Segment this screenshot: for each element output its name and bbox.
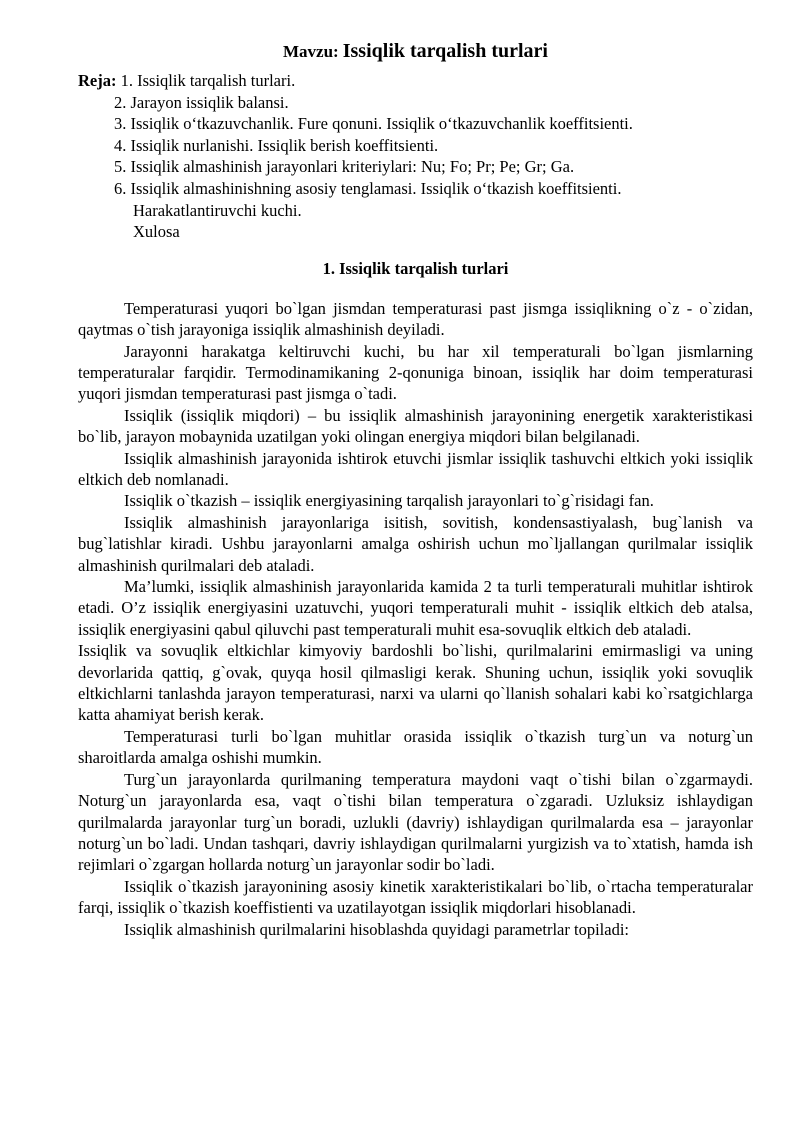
paragraph: Issiqlik almashinish qurilmalarini hisoblashda quyidagi parametrlar topiladi: xyxy=(124,919,629,939)
plan-list xyxy=(78,70,753,243)
paragraph: Issiqlik almashinish jarayonida ishtirok etuvchi jismlar issiqlik tashuvchi eltkich yoki issiqlik eltkich deb nomlanadi. xyxy=(78,448,753,489)
paragraph: Temperaturasi turli bo`lgan muhitlar orasida issiqlik o`tkazish turg`un va noturg`un sharoitlarda amalga oshishi mumkin. xyxy=(78,726,753,768)
plan-item-text: 1. Issiqlik tarqalish turlari. xyxy=(120,71,296,90)
paragraph: Issiqlik o`tkazish – issiqlik energiyasining tarqalish jarayonlari to`g`risidagi fan. xyxy=(124,491,654,511)
paragraph: Jarayonni harakatga keltiruvchi kuchi, bu har xil temperaturali bo`lgan jismlarning temperaturalar farqidir. Termodinamikaning 2-qonuniga binoan, issiqlik har doim temperaturasi yuqori jismdan temperaturasi past jismga o`tadi. xyxy=(78,341,753,404)
topic-label: Mavzu: xyxy=(283,42,339,61)
plan-item: 2. Jarayon issiqlik balansi. xyxy=(114,92,289,112)
document-page xyxy=(78,38,753,940)
topic-title: Issiqlik tarqalish turlari xyxy=(342,40,548,62)
plan-item-continuation: Harakatlantiruvchi kuchi. xyxy=(133,200,302,220)
plan-label: Reja: xyxy=(78,71,117,90)
plan-conclusion: Xulosa xyxy=(133,222,180,242)
paragraph: Ma’lumki, issiqlik almashinish jarayonlarida kamida 2 ta turli temperaturali muhitlar ishtirok etadi. O’z issiqlik energiyasini uzatuvchi, yuqori temperaturali muhit - issiqlik eltkich deb atalsa, issiqlik energiyasini qabul qiluvchi past temperaturali muhit esa-sovuqlik eltkich deb ataladi. xyxy=(78,577,753,639)
plan-item: 5. Issiqlik almashinish jarayonlari kriteriylari: Nu; Fo; Pr; Pe; Gr; Ga. xyxy=(114,157,575,177)
paragraph: Temperaturasi yuqori bo`lgan jismdan temperaturasi past jismga issiqlikning o`z - o`zidan, qaytmas o`tish jarayoniga issiqlik almashinish deyiladi. xyxy=(78,298,753,340)
paragraph: Issiqlik (issiqlik miqdori) – bu issiqlik almashinish jarayonining energetik xarakteristikasi bo`lib, jarayon mobaynida uzatilgan yoki olingan energiya miqdori bilan belgilanadi. xyxy=(78,405,753,447)
paragraph: Issiqlik va sovuqlik eltkichlar kimyoviy bardoshli bo`lishi, qurilmalarini emirmasligi va uning devorlarida qattiq, g`ovak, quyqa hosil qilmasligi kerak. Shuning uchun, issiqlik yoki sovuqlik eltkichlarni tanlashda jarayon temperaturasi, narxi va ularni qo`llanish sohalari kabi ko`rsatgichlarga katta ahamiyat berish kerak. xyxy=(78,641,753,725)
paragraph: Issiqlik o`tkazish jarayonining asosiy kinetik xarakteristikalari bo`lib, o`rtacha temperaturalar farqi, issiqlik o`tkazish koeffistienti va uzatilayotgan issiqlik miqdorlari hisoblanadi. xyxy=(78,876,753,918)
paragraph: Issiqlik almashinish jarayonlariga isitish, sovitish, kondensastiyalash, bug`lanish va bug`latishlar kiradi. Ushbu jarayonlarni amalga oshirish uchun mo`ljallangan qurilmalar issiqlik almashinish qurilmalari deb ataladi. xyxy=(78,512,753,575)
topic-heading xyxy=(78,38,753,66)
paragraph: Turg`un jarayonlarda qurilmaning temperatura maydoni vaqt o`tishi bilan o`zgarmaydi. Noturg`un jarayonlarda esa, vaqt o`tishi bilan temperatura o`zgaradi. Uzluksiz ishlaydigan qurilmalarda jarayonlar turg`un boradi, uzlukli (davriy) ishlaydigan qurilmalarda esa – jarayonlar noturg`un bo`ladi. Undan tashqari, davriy ishlaydigan qurilmalarni yurgizish va to`xtatish, hamda ish rejimlari o`zgargan hollarda noturg`un jarayonlar sodir bo`ladi. xyxy=(78,769,753,875)
plan-item: 4. Issiqlik nurlanishi. Issiqlik berish koeffitsienti. xyxy=(114,135,439,155)
plan-item xyxy=(78,70,753,92)
plan-item: 6. Issiqlik almashinishning asosiy tenglamasi. Issiqlik o‘tkazish koeffitsienti. xyxy=(114,178,622,198)
plan-item: 3. Issiqlik o‘tkazuvchanlik. Fure qonuni. Issiqlik o‘tkazuvchanlik koeffitsienti. xyxy=(114,114,633,134)
section-heading: 1. Issiqlik tarqalish turlari xyxy=(322,258,509,278)
